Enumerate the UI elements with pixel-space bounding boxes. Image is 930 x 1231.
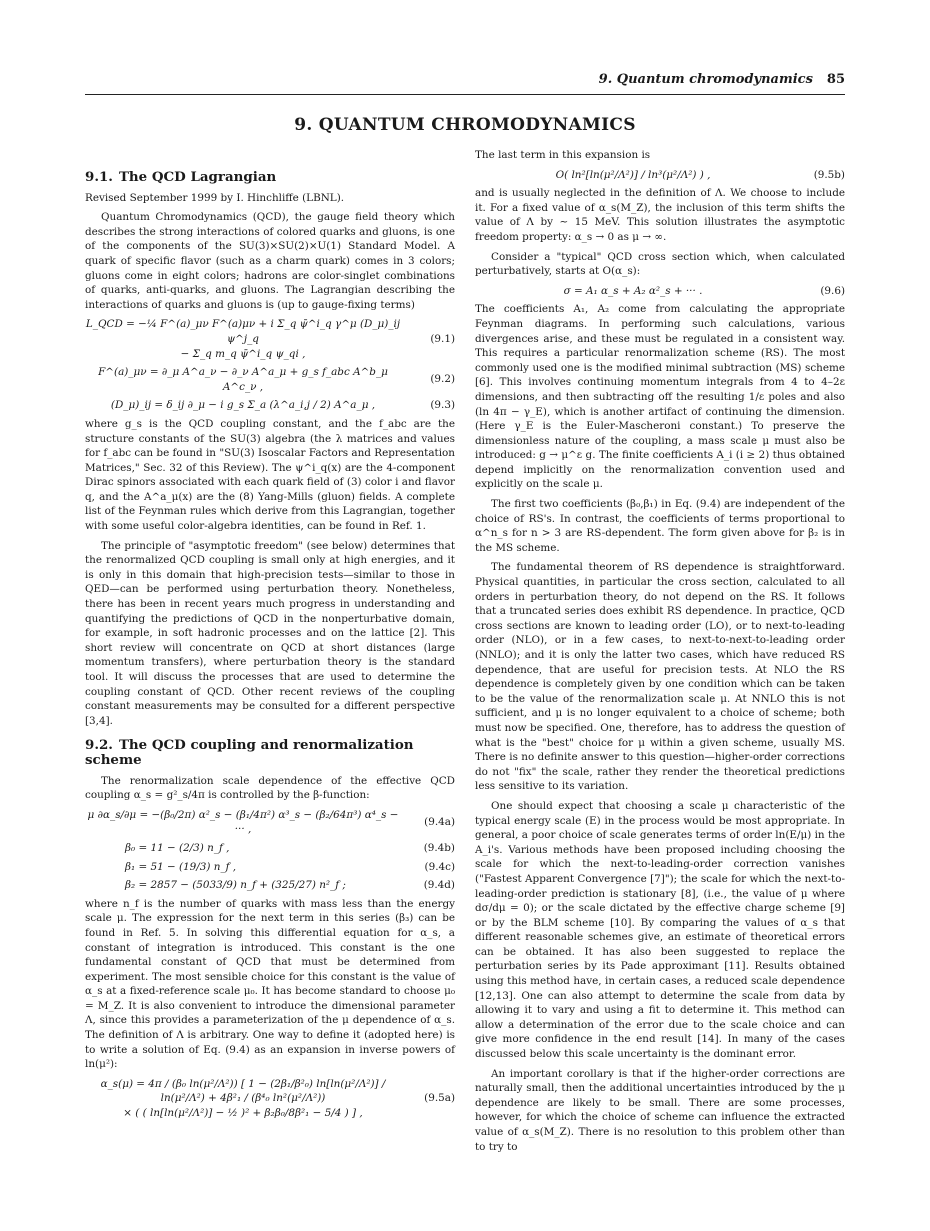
equation-body: O( ln²[ln(μ²/Λ²)] / ln³(μ²/Λ²) ) , <box>555 168 711 181</box>
section-number: 9.2. <box>85 737 113 754</box>
header-rule <box>85 94 845 95</box>
equation-9-4a <box>85 808 455 837</box>
section-number: 9.1. <box>85 169 113 185</box>
equation-body: β₁ = 51 − (19/3) n_f , <box>125 860 237 873</box>
running-head <box>85 72 845 87</box>
equation-number: (9.5a) <box>424 1092 455 1105</box>
equation-number: (9.6) <box>820 284 845 297</box>
paragraph: The renormalization scale dependence of the effective QCD coupling α_s = g²_s/4π is controlled by the β-function: <box>85 774 455 802</box>
paragraph: and is usually neglected in the definition of Λ. We choose to include it. For a fixed value of α_s(M_Z), the inclusion of this term shifts the value of Λ by ∼ 15 MeV. This solution illustrates the asymptotic freedom property: α_s → 0 as μ → ∞. <box>475 187 845 243</box>
section-title: The QCD coupling and renormalization scheme <box>85 737 414 768</box>
paragraph: where n_f is the number of quarks with mass less than the energy scale μ. The expression for the next term in this series (β₃) can be found in Ref. 5. In solving this differential equation for α_s, a constant of integration is introduced. This constant is the one fundamental constant of QCD that must be determined from experiment. The most sensible choice for this constant is the value of α_s at a fixed-reference scale μ₀. It has become standard to choose μ₀ = M_Z. It is also convenient to introduce the dimensional parameter Λ, since this provides a parameterization of the μ dependence of α_s. The definition of Λ is arbitrary. One way to define it (adopted here) is to write a solution of Eq. (9.4) as an expansion in inverse powers of ln(μ²): <box>85 897 455 1071</box>
equation-number: (9.5b) <box>813 168 845 181</box>
equation-9-4d <box>85 878 455 893</box>
equation-9-5a <box>85 1077 455 1121</box>
paragraph: One should expect that choosing a scale μ characteristic of the typical energy scale (E) in the process would be most appropriate. In general, a poor choice of scale generates terms of order ln(E/μ) in the A_i's. Various methods have been proposed including choosing the scale for which the next-to-leading-order correction vanishes ("Fastest Apparent Convergence [7]"); the scale for which the next-to-leading-order prediction is stationary [8], (i.e., the value of μ where dσ/dμ = 0); or the scale dictated by the effective charge scheme [9] or by the BLM scheme [10]. By comparing the values of α_s that different reasonable schemes give, an estimate of theoretical errors can be obtained. It has also been suggested to replace the perturbation series by its Pade approximant [11]. Results obtained using this method have, in certain cases, a reduced scale dependence [12,13]. One can also attempt to determine the scale from data by allowing it to vary and using a fit to determine it. This method can allow a determination of the error due to the scale choice and can give more confidence in the end result [14]. In many of the cases discussed below this scale uncertainty is the dominant error. <box>475 799 845 1061</box>
equation-9-4c <box>85 860 455 875</box>
section-title: The QCD Lagrangian <box>118 169 277 185</box>
paragraph: Consider a "typical" QCD cross section which, when calculated perturbatively, starts at O(α_s): <box>475 250 845 278</box>
equation-number: (9.4a) <box>424 816 455 829</box>
equation-number: (9.2) <box>430 373 455 386</box>
paragraph: Quantum Chromodynamics (QCD), the gauge field theory which describes the strong interactions of colored quarks and gluons, is one of the components of the SU(3)×SU(2)×U(1) Standard Model. A quark of specific flavor (such as a charm quark) comes in 3 colors; gluons come in eight colors; hadrons are color-singlet combinations of quarks, anti-quarks, and gluons. The Lagrangian describing the interactions of quarks and gluons is (up to gauge-fixing terms) <box>85 211 455 311</box>
equation-number: (9.4c) <box>424 860 455 873</box>
equation-body: (D_μ)_ij = δ_ij ∂_μ − i g_s Σ_a (λ^a_i,j / 2) A^a_μ , <box>110 399 376 412</box>
equation-number: (9.4b) <box>423 841 455 854</box>
equation-9-4b <box>85 841 455 856</box>
equation-9-2 <box>85 365 455 394</box>
paragraph: The last term in this expansion is <box>475 149 651 161</box>
equation-line: × ( ( ln[ln(μ²/Λ²)] − ½ )² + β₂β₀/8β²₁ − 5/4 ) ] , <box>123 1107 363 1120</box>
equation-body: F^(a)_μν = ∂_μ A^a_ν − ∂_ν A^a_μ + g_s f_abc A^b_μ A^c_ν , <box>98 366 388 393</box>
equation-9-6 <box>475 284 845 299</box>
equation-body: σ = A₁ α_s + A₂ α²_s + ··· . <box>563 284 703 297</box>
equation-9-5b <box>475 168 845 183</box>
paragraph: where g_s is the QCD coupling constant, and the f_abc are the structure constants of the SU(3) algebra (the λ matrices and values for f_abc can be found in "SU(3) Isoscalar Factors and Representation Matrices," Sec. 32 of this Review). The ψ^i_q(x) are the 4-component Dirac spinors associated with each quark field of (3) color i and flavor q, and the A^a_μ(x) are the (8) Yang-Mills (gluon) fields. A complete list of the Feynman rules which derive from this Lagrangian, together with some useful color-algebra identities, can be found in Ref. 1. <box>85 417 455 533</box>
equation-line: − Σ_q m_q ψ̄^i_q ψ_qi , <box>180 347 306 360</box>
revision-note: Revised September 1999 by I. Hinchliffe (LBNL). <box>85 191 345 204</box>
paragraph: The coefficients A₁, A₂ come from calculating the appropriate Feynman diagrams. In performing such calculations, various divergences arise, and these must be regulated in a consistent way. This requires a particular renormalization scheme (RS). The most commonly used one is the modified minimal subtraction (MS) scheme [6]. This involves continuing momentum integrals from 4 to 4–2ε dimensions, and then subtracting off the resulting 1/ε poles and also (ln 4π − γ_E), which is another artifact of continuing the dimension. (Here γ_E is the Euler-Mascheroni constant.) To preserve the dimensionless nature of the coupling, a mass scale μ must also be introduced: g → μ^ε g. The finite coefficients A_i (i ≥ 2) thus obtained depend implicitly on the renormalization convention used and explicitly on the scale μ. <box>475 303 845 491</box>
equation-body: μ ∂α_s/∂μ = −(β₀/2π) α²_s − (β₁/4π²) α³_s − (β₂/64π³) α⁴_s − ··· , <box>87 808 399 836</box>
paragraph: The first two coefficients (β₀,β₁) in Eq. (9.4) are independent of the choice of RS's. In contrast, the coefficients of terms proportional to α^n_s for n > 3 are RS-dependent. The form given above for β₂ is in the MS scheme. <box>475 498 845 554</box>
equation-body: β₀ = 11 − (2/3) n_f , <box>125 841 230 854</box>
left-column <box>85 148 455 1125</box>
equation-line: L_QCD = −¼ F^(a)_μν F^(a)μν + i Σ_q ψ̄^i_q γ^μ (D_μ)_ij ψ^j_q <box>85 318 401 345</box>
section-heading-9-2 <box>85 738 455 767</box>
equation-number: (9.3) <box>430 399 455 412</box>
paragraph: An important corollary is that if the higher-order corrections are naturally small, then the additional uncertainties introduced by the μ dependence are likely to be small. There are some processes, however, for which the choice of scheme can influence the extracted value of α_s(M_Z). There is no resolution to this problem other than to try to <box>475 1067 845 1153</box>
equation-9-1 <box>85 317 455 361</box>
paragraph: The principle of "asymptotic freedom" (see below) determines that the renormalized QCD coupling is small only at high energies, and it is only in this domain that high-precision tests—similar to those in QED—can be performed using perturbation theory. Nonetheless, there has been in recent years much progress in understanding and quantifying the predictions of QCD in the nonperturbative domain, for example, in soft hadronic processes and on the lattice [2]. This short review will concentrate on QCD at short distances (large momentum transfers), where perturbation theory is the standard tool. It will discuss the processes that are used to determine the coupling constant of QCD. Other recent reviews of the coupling constant measurements may be consulted for a different perspective [3,4]. <box>85 539 455 727</box>
equation-number: (9.4d) <box>423 879 455 892</box>
right-column <box>475 148 845 1159</box>
running-title: 9. Quantum chromodynamics <box>598 72 813 87</box>
equation-line: α_s(μ) = 4π / (β₀ ln(μ²/Λ²)) [ 1 − (2β₁/β²₀) ln[ln(μ²/Λ²)] / ln(μ²/Λ²) + 4β²₁ / (β⁴₀ ln²(μ²/Λ²)) <box>100 1077 386 1105</box>
paragraph: The fundamental theorem of RS dependence is straightforward. Physical quantities, in particular the cross section, calculated to all orders in perturbation theory, do not depend on the RS. It follows that a truncated series does exhibit RS dependence. In practice, QCD cross sections are known to leading order (LO), or to next-to-leading order (NLO), or in a few cases, to next-to-next-to-leading order (NNLO); and it is only the latter two cases, which have reduced RS dependence, that are useful for precision tests. At NLO the RS dependence is completely given by one condition which can be taken to be the value of the renormalization scale μ. At NNLO this is not sufficient, and μ is no longer equivalent to a choice of scheme; both must now be specified. One, therefore, has to address the question of what is the "best" choice for μ within a given scheme, usually MS. There is no definite answer to this question—higher-order corrections do not "fix" the scale, rather they render the theoretical predictions less sensitive to its variation. <box>475 561 845 793</box>
page-number: 85 <box>826 72 845 87</box>
chapter-title: 9. QUANTUM CHROMODYNAMICS <box>294 115 636 135</box>
equation-9-3 <box>85 398 455 413</box>
equation-body: β₂ = 2857 − (5033/9) n_f + (325/27) n²_f ; <box>125 879 346 892</box>
section-heading-9-1 <box>85 170 455 185</box>
equation-number: (9.1) <box>430 332 455 345</box>
